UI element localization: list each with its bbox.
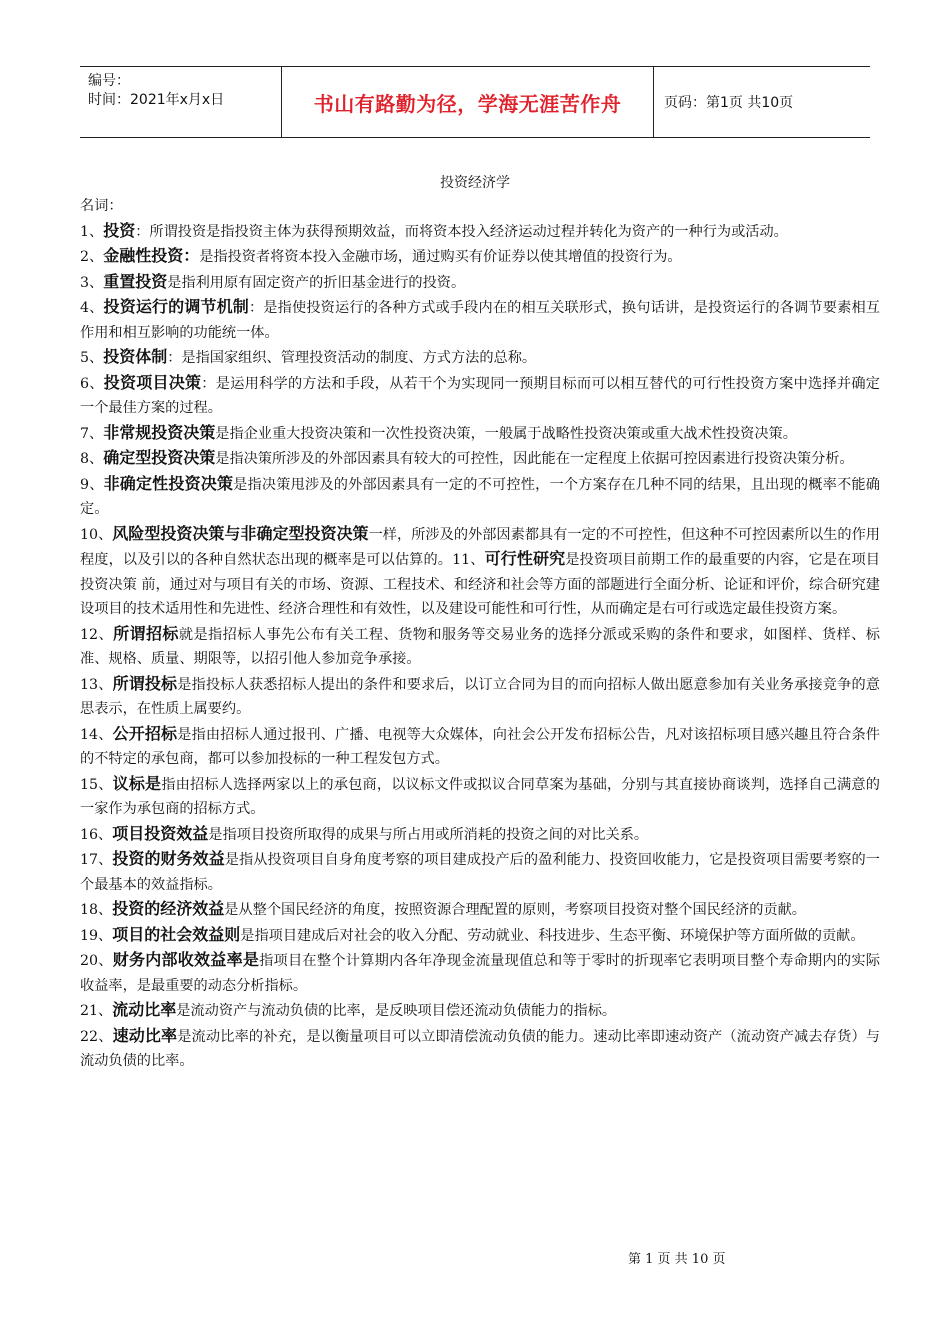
term-definition: 是指企业重大投资决策和一次性投资决策，一般属于战略性投资决策或重大战术性投资决策。: [215, 425, 797, 442]
term-definition: 是指投标人获悉招标人提出的条件和要求后，以订立合同为目的而向招标人做出愿意参加有关业务承接竞争的意思表示，在性质上属要约。: [80, 676, 880, 717]
term-paragraph: [80, 472, 880, 522]
term-definition: 是指利用原有固定资产的折旧基金进行的投资。: [167, 274, 466, 291]
term-paragraph: [80, 722, 880, 772]
number-label: 编号：: [88, 73, 130, 89]
term-paragraph: [80, 622, 880, 672]
term-definition: 指项目在整个计算期内各年净现金流量现值总和等于零时的折现率它表明项目整个寿命期内的实际收益率，是最重要的动态分析指标。: [80, 953, 880, 994]
term-number: 5、: [80, 350, 104, 366]
term-paragraph: [80, 421, 880, 447]
page-header: [80, 66, 870, 138]
term-name: 速动比率: [112, 1025, 178, 1045]
term-number: 1、: [80, 223, 104, 240]
term-name: 财务内部收效益率是: [112, 950, 260, 969]
term-definition: 是从整个国民经济的角度，按照资源合理配置的原则，考察项目投资对整个国民经济的贡献。: [224, 902, 806, 918]
term-definition: 是投资项目前期工作的最重要的内容，它是在项目投资决策 前，通过对与项目有关的市场、资源、工程技术、和经济和社会等方面的部题进行全面分析、论证和评价，综合研究建设项目的技术适用性和先进性、经济合理性和有效性，以及建设可能性和可行性，从而确定是右可行或选定最佳投资方案。: [80, 552, 880, 617]
term-name: 流动比率: [112, 1000, 177, 1019]
term-number: 13、: [80, 676, 113, 693]
term-name: 金融性投资：: [103, 246, 200, 265]
term-definition: 是指由招标人通过报刊、广播、电视等大众媒体，向社会公开发布招标公告，凡对该招标项目感兴趣且符合条件的不特定的承包商，都可以参加投标的一种工程发包方式。: [80, 726, 880, 767]
term-number: 15、: [80, 776, 113, 793]
term-number: 20、: [80, 953, 113, 969]
term-definition: ：是指使投资运行的各种方式或手段内在的相互关联形式，换句话讲，是投资运行的各调节要素相互作用和相互影响的功能统一体。: [80, 300, 880, 341]
term-definition: ：所谓投资是指投资主体为获得预期效益，而将资本投入经济运动过程并转化为资产的一种行为或活动。: [135, 223, 788, 240]
term-name: 非确定性投资决策: [103, 473, 234, 493]
header-meta: [80, 67, 282, 137]
term-name: 公开招标: [112, 723, 178, 743]
term-paragraph: [80, 446, 880, 472]
term-definition: 是流动比率的补充，是以衡量项目可以立即清偿流动负债的能力。速动比率即速动资产（流动资产减去存货）与流动负债的比率。: [80, 1028, 880, 1069]
term-paragraph: [80, 998, 880, 1024]
term-name: 投资项目决策: [103, 372, 202, 392]
term-number: 2、: [80, 249, 104, 265]
term-paragraph: [80, 772, 880, 822]
term-paragraph: [80, 948, 880, 998]
header-page-cell: [654, 67, 870, 137]
term-name: 所谓招标: [113, 623, 179, 643]
term-number: 16、: [80, 826, 113, 843]
motto-text: 书山有路勤为径，学海无涯苦作舟: [313, 91, 622, 116]
term-name: 投资体制: [103, 347, 168, 366]
term-number: 17、: [80, 852, 113, 868]
term-number: 14、: [80, 726, 113, 743]
term-definition: 就是指招标人事先公布有关工程、货物和服务等交易业务的选择分派或采购的条件和要求，如图样、货样、标准、规格、质量、期限等，以招引他人参加竞争承接。: [80, 626, 880, 667]
time-label: 时间：2021年x月x日: [88, 92, 225, 108]
term-definition: 是指决策所涉及的外部因素具有较大的可控性，因此能在一定程度上依据可控因素进行投资决策分析。: [215, 451, 854, 467]
term-paragraph: [80, 923, 880, 949]
term-definition: 是流动资产与流动负债的比率，是反映项目偿还流动负债能力的指标。: [176, 1003, 617, 1019]
term-name: 项目投资效益: [112, 823, 209, 843]
term-paragraph: [80, 822, 880, 848]
term-number: 3、: [80, 274, 104, 291]
document-body: [80, 194, 880, 1074]
term-definition: 是指投资者将资本投入金融市场，通过购买有价证券以使其增值的投资行为。: [199, 249, 682, 265]
term-definition: 是指项目投资所取得的成果与所占用或所消耗的投资之间的对比关系。: [208, 826, 649, 843]
term-name: 项目的社会效益则: [112, 924, 241, 944]
term-name: 议标是: [112, 773, 162, 793]
term-name: 重置投资: [103, 271, 168, 291]
document-title: 投资经济学: [440, 175, 510, 191]
term-number: 7、: [80, 425, 104, 442]
term-name: 非常规投资决策: [103, 422, 216, 442]
term-paragraph: [80, 270, 880, 296]
term-name: 投资: [103, 220, 136, 240]
term-definition: 是指从投资项目自身角度考察的项目建成投产后的盈利能力、投资回收能力，它是投资项目需要考察的一个最基本的效益指标。: [80, 852, 880, 893]
section-label: 名词：: [80, 198, 123, 214]
term-paragraph: [80, 672, 880, 722]
term-paragraph: [80, 244, 880, 270]
term-definition: 指由招标人选择两家以上的承包商，以议标文件或拟议合同草案为基础，分别与其直接协商谈判，选择自己满意的一家作为承包商的招标方式。: [80, 776, 880, 817]
term-number: 19、: [80, 927, 113, 944]
term-number: 10、: [80, 526, 113, 543]
term-definition: ：是指国家组织、管理投资活动的制度、方式方法的总称。: [167, 350, 537, 366]
term-definition: 是指决策甩涉及的外部因素具有一定的不可控性，一个方案存在几种不同的结果，且出现的概率不能确定。: [80, 476, 880, 517]
term-number: 12、: [80, 626, 114, 643]
header-motto-cell: [282, 67, 654, 137]
term-paragraph: [80, 847, 880, 897]
term-number: 6、: [80, 375, 104, 392]
term-paragraph: [80, 897, 880, 923]
term-name: 风险型投资决策与非确定型投资决策: [112, 523, 369, 543]
term-number: 8、: [80, 451, 104, 467]
term-number: 22、: [80, 1028, 113, 1045]
term-name: 所谓投标: [112, 673, 178, 693]
page-footer: 第 1 页 共 10 页: [628, 1252, 726, 1267]
term-paragraph: [80, 219, 880, 245]
term-name: 可行性研究: [484, 549, 566, 568]
term-name: 投资的财务效益: [112, 849, 225, 868]
term-number: 18、: [80, 902, 113, 918]
term-number: 9、: [80, 476, 104, 493]
term-name: 确定型投资决策: [103, 448, 216, 467]
term-paragraph: [80, 522, 880, 622]
term-paragraph: [80, 295, 880, 345]
term-name: 投资运行的调节机制: [103, 297, 249, 316]
term-definition: ：是运用科学的方法和手段，从若干个为实现同一预期目标而可以相互替代的可行性投资方案中选择并确定一个最佳方案的过程。: [80, 375, 880, 416]
term-number: 21、: [80, 1003, 113, 1019]
page-number-label: 页码：第1页 共10页: [664, 95, 794, 111]
term-paragraph: [80, 345, 880, 371]
term-definition: 是指项目建成后对社会的收入分配、劳动就业、科技进步、生态平衡、环境保护等方面所做的贡献。: [240, 927, 865, 944]
term-paragraph: [80, 1024, 880, 1074]
term-number: 4、: [80, 300, 104, 316]
term-name: 投资的经济效益: [112, 899, 225, 918]
term-list: [80, 219, 880, 1074]
term-paragraph: [80, 371, 880, 421]
term-definition: 一样，所涉及的外部因素都具有一定的不可控性，但这种不可控因素所以生的作用程度，以及引以的各种自然状态出现的概率是可以估算的。11、: [80, 526, 880, 568]
